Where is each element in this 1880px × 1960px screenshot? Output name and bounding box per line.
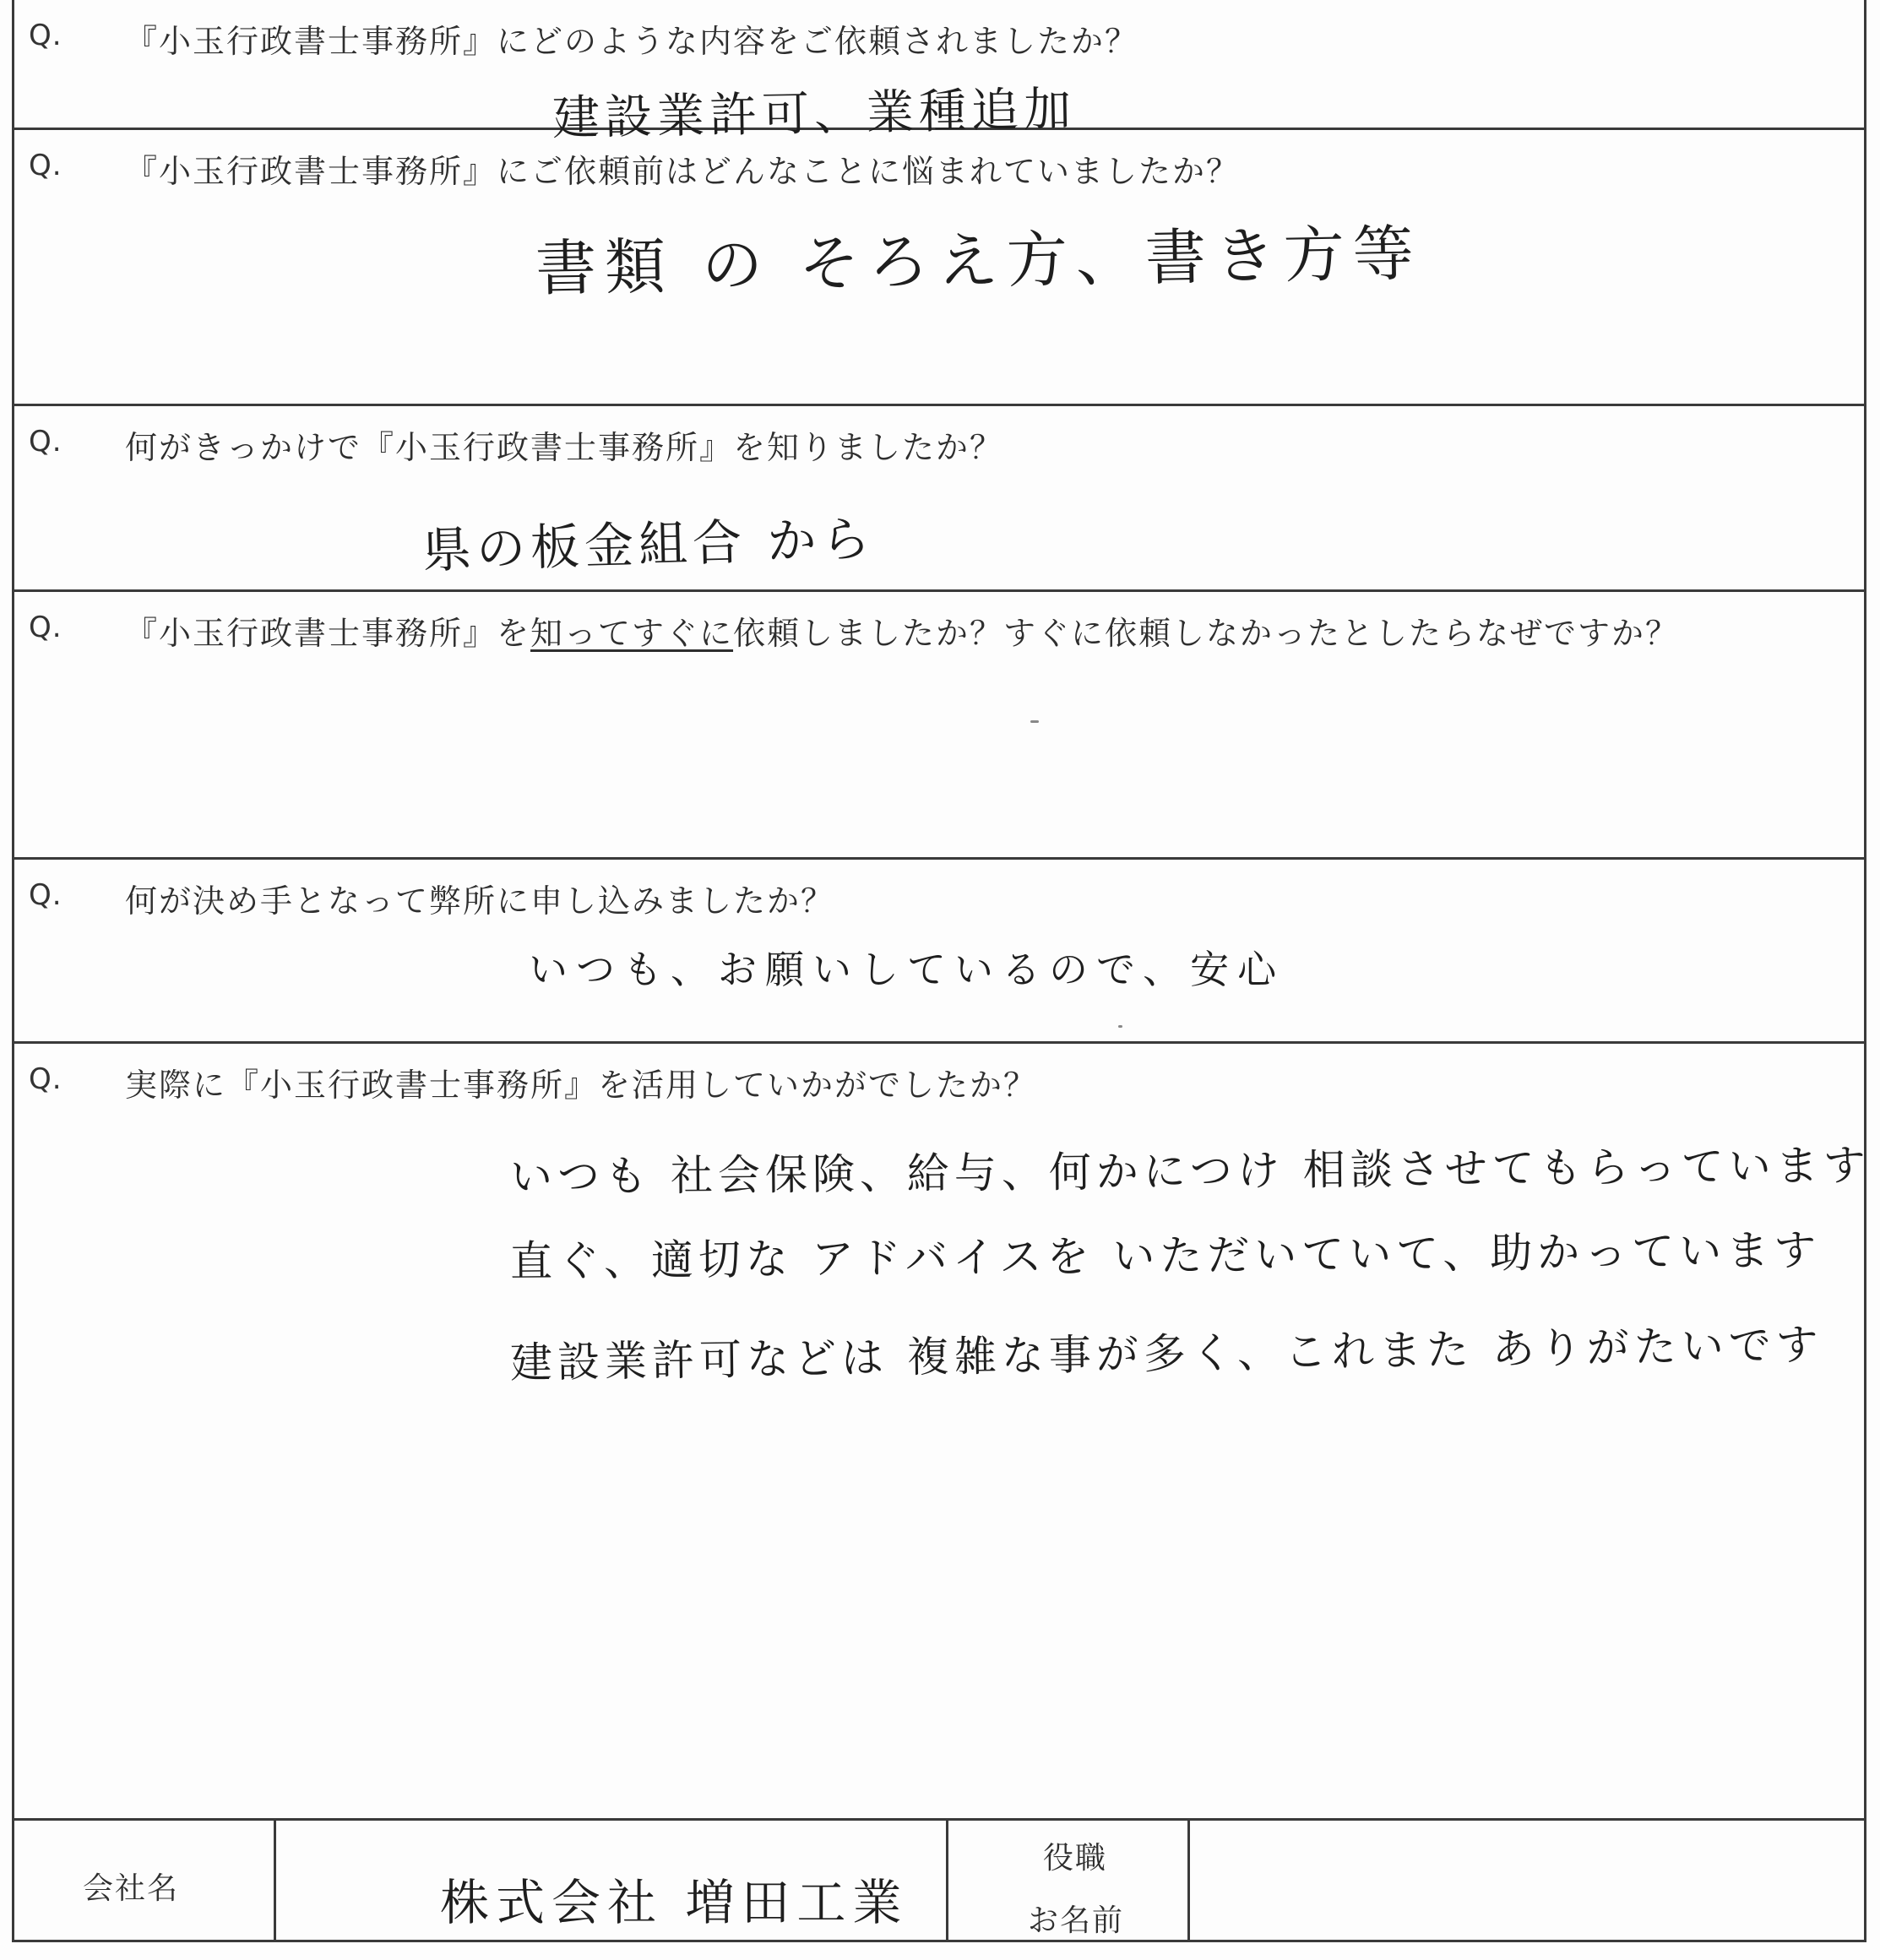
company-label-cell <box>12 1821 276 1940</box>
question-text-before: 『小玉行政書士事務所』を <box>125 615 531 652</box>
question-section-2 <box>12 130 1866 406</box>
scan-speck <box>1030 720 1039 723</box>
question-section-4 <box>12 592 1866 860</box>
role-label: 役職 <box>1043 1841 1108 1876</box>
question-mark: Q. <box>29 1062 62 1096</box>
handwritten-answer-line-2: 直ぐ、適切な アドバイスを いただいていて、助かっています <box>509 1225 1822 1286</box>
company-label: 会社名 <box>83 1871 180 1906</box>
question-text: 何が決め手となって弊所に申し込みましたか？ <box>125 882 835 920</box>
company-value-cell <box>276 1821 948 1940</box>
question-mark: Q. <box>29 149 62 182</box>
question-text: 『小玉行政書士事務所』にどのような内容をご依頼されましたか？ <box>125 23 1139 60</box>
scan-speck <box>1118 1025 1122 1028</box>
question-mark: Q. <box>29 611 62 644</box>
question-section-6 <box>12 1044 1872 1821</box>
question-mark: Q. <box>29 425 62 459</box>
question-text-after: 依頼しましたか？すぐに依頼しなかったとしたらなぜですか？ <box>733 615 1680 652</box>
name-label: お名前 <box>1028 1903 1125 1938</box>
handwritten-answer-line-1: いつも 社会保険、給与、何かにつけ 相談させてもらっています <box>509 1140 1872 1202</box>
question-text: 何がきっかけで『小玉行政書士事務所』を知りましたか？ <box>125 429 1004 466</box>
handwritten-answer: 建設業許可、業種追加 <box>552 82 1077 146</box>
question-mark: Q. <box>29 878 62 912</box>
role-name-label-cell <box>948 1821 1190 1940</box>
role-name-value-cell <box>1190 1821 1866 1940</box>
question-text <box>125 607 1679 654</box>
question-section-3 <box>12 406 1866 592</box>
company-name-value: 株式会社 増田工業 <box>440 1874 909 1931</box>
handwritten-answer: いつも、お願いしているので、安心 <box>529 947 1285 992</box>
handwritten-answer-line-3: 建設業許可などは 複雑な事が多く、これまた ありがたいです <box>509 1320 1824 1387</box>
question-section-1 <box>12 0 1866 146</box>
question-text-underlined: 知ってすぐに <box>530 615 734 652</box>
handwritten-answer: 県の板金組合 から <box>421 509 877 579</box>
respondent-info-table <box>12 1821 1866 1942</box>
question-section-5 <box>12 860 1866 1044</box>
question-mark: Q. <box>29 19 62 52</box>
question-text: 実際に『小玉行政書士事務所』を活用していかがでしたか？ <box>125 1067 1038 1104</box>
handwritten-answer: 書類 の そろえ方、書き方等 <box>535 217 1423 304</box>
question-text: 『小玉行政書士事務所』にご依頼前はどんなことに悩まれていましたか？ <box>125 153 1241 190</box>
